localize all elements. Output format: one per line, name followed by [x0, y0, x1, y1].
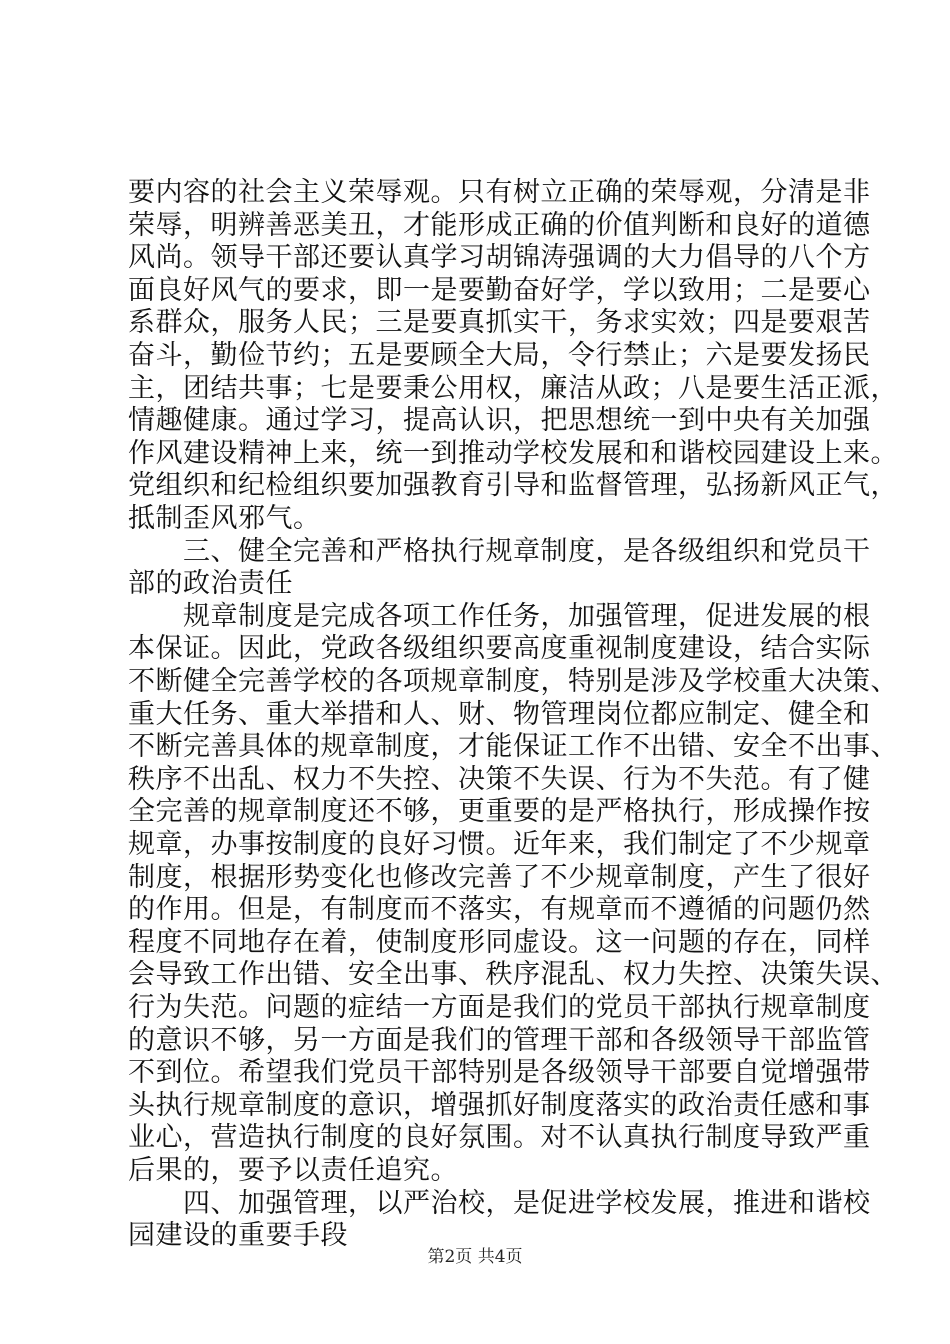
text-line: 头执行规章制度的意识，增强抓好制度落实的政治责任感和事 — [128, 1089, 871, 1121]
text-line: 要内容的社会主义荣辱观。只有树立正确的荣辱观，分清是非 — [128, 177, 871, 208]
text-line: 主，团结共事；七是要秉公用权，廉洁从政；八是要生活正派， — [128, 372, 898, 404]
text-line: 程度不同地存在着，使制度形同虚设。这一问题的存在，同样 — [128, 926, 871, 958]
text-line: 抵制歪风邪气。 — [128, 503, 321, 534]
text-line: 不断健全完善学校的各项规章制度，特别是涉及学校重大决策、 — [128, 666, 898, 697]
text-line: 不断完善具体的规章制度，才能保证工作不出错、安全不出事、 — [128, 731, 898, 763]
text-line: 风尚。领导干部还要认真学习胡锦涛强调的大力倡导的八个方 — [128, 242, 871, 274]
text-line: 奋斗，勤俭节约；五是要顾全大局，令行禁止；六是要发扬民 — [128, 340, 871, 371]
text-line: 不到位。希望我们党员干部特别是各级领导干部要自觉增强带 — [128, 1057, 871, 1089]
text-line: 四、加强管理，以严治校，是促进学校发展，推进和谐校 — [128, 1187, 871, 1219]
text-line: 三、健全完善和严格执行规章制度，是各级组织和党员干 — [128, 535, 871, 567]
text-line: 制度，根据形势变化也修改完善了不少规章制度，产生了很好 — [128, 861, 871, 893]
text-line: 全完善的规章制度还不够，更重要的是严格执行，形成操作按 — [128, 796, 871, 828]
text-line: 业心，营造执行制度的良好氛围。对不认真执行制度导致严重 — [128, 1122, 871, 1154]
text-line: 情趣健康。通过学习，提高认识，把思想统一到中央有关加强 — [128, 405, 871, 437]
text-line: 园建设的重要手段 — [128, 1220, 348, 1252]
text-line: 党组织和纪检组织要加强教育引导和监督管理，弘扬新风正气， — [128, 470, 898, 502]
text-line: 规章制度是完成各项工作任务，加强管理，促进发展的根 — [128, 600, 871, 632]
text-line: 部的政治责任 — [128, 568, 293, 600]
text-line: 系群众，服务人民；三是要真抓实干，务求实效；四是要艰苦 — [128, 307, 871, 339]
text-line: 重大任务、重大举措和人、财、物管理岗位都应制定、健全和 — [128, 698, 871, 730]
page-footer: 第2页 共4页 — [427, 1247, 523, 1267]
text-line: 的作用。但是，有制度而不落实，有规章而不遵循的问题仍然 — [128, 894, 871, 926]
text-line: 会导致工作出错、安全出事、秩序混乱、权力失控、决策失误、 — [128, 959, 898, 991]
text-line: 规章，办事按制度的良好习惯。近年来，我们制定了不少规章 — [128, 829, 871, 860]
text-line: 面良好风气的要求，即一是要勤奋好学，学以致用；二是要心 — [128, 274, 871, 306]
text-line: 行为失范。问题的症结一方面是我们的党员干部执行规章制度 — [128, 992, 871, 1023]
text-line: 荣辱，明辨善恶美丑，才能形成正确的价值判断和良好的道德 — [128, 209, 871, 241]
text-line: 本保证。因此，党政各级组织要高度重视制度建设，结合实际 — [128, 633, 871, 665]
text-line: 秩序不出乱、权力不失控、决策不失误、行为不失范。有了健 — [128, 763, 871, 795]
text-line: 作风建设精神上来，统一到推动学校发展和和谐校园建设上来。 — [128, 437, 898, 469]
text-line: 的意识不够，另一方面是我们的管理干部和各级领导干部监管 — [128, 1024, 871, 1056]
text-line: 后果的，要予以责任追究。 — [128, 1155, 458, 1186]
